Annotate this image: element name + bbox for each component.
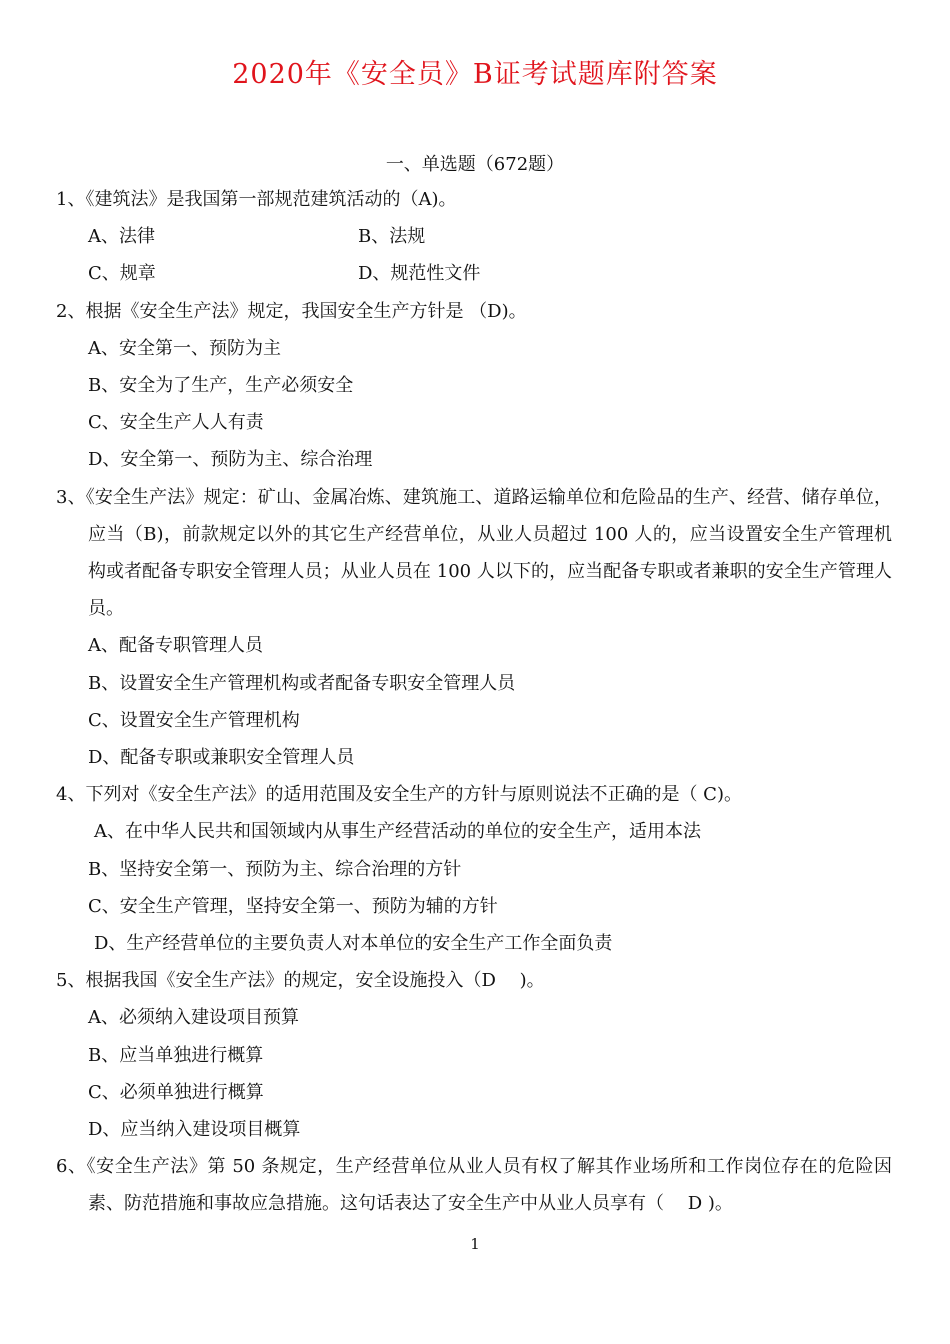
page-number: 1 xyxy=(470,1235,480,1253)
question-1-option-d: D、规范性文件 xyxy=(358,263,481,285)
question-4-option-c: C、安全生产管理，坚持安全第一、预防为辅的方针 xyxy=(88,895,498,917)
section-heading: 一、单选题（672题） xyxy=(385,154,565,175)
question-1-option-a: A、法律 xyxy=(88,226,155,248)
question-1-option-c: C、规章 xyxy=(88,263,156,285)
question-2-option-d: D、安全第一、预防为主、综合治理 xyxy=(88,449,373,471)
question-2-option-b: B、安全为了生产，生产必须安全 xyxy=(88,375,354,397)
question-4-option-d: D、生产经营单位的主要负责人对本单位的安全生产工作全面负责 xyxy=(94,933,613,955)
question-list xyxy=(56,181,892,1223)
question-1-options-row-2 xyxy=(56,255,892,292)
question-3-option-a: A、配备专职管理人员 xyxy=(88,635,263,657)
question-2-option-c: C、安全生产人人有责 xyxy=(88,412,264,434)
question-3-option-b: B、设置安全生产管理机构或者配备专职安全管理人员 xyxy=(88,672,516,694)
question-5-stem: 5、根据我国《安全生产法》的规定，安全设施投入（D )。 xyxy=(56,970,545,992)
question-5-option-c: C、必须单独进行概算 xyxy=(88,1081,264,1103)
question-3-option-d: D、配备专职或兼职安全管理人员 xyxy=(88,747,355,769)
question-3-stem: 3、《安全生产法》规定：矿山、金属冶炼、建筑施工、道路运输单位和危险品的生产、经营、储存单位，应当（B)，前款规定以外的其它生产经营单位，从业人员超过 100 人的，应当设置安全生产管理机构或者配备专职安全管理人员；从业人员在 100 人以下的，应当配备专职或者兼职的安全生产管理人员。 xyxy=(56,486,892,620)
question-1-option-b: B、法规 xyxy=(358,226,426,248)
question-3-option-c: C、设置安全生产管理机构 xyxy=(88,709,300,731)
question-2-option-a: A、安全第一、预防为主 xyxy=(88,337,281,359)
question-2-stem: 2、根据《安全生产法》规定，我国安全生产方针是 （D)。 xyxy=(56,300,527,322)
question-5-option-b: B、应当单独进行概算 xyxy=(88,1044,264,1066)
question-5-option-a: A、必须纳入建设项目预算 xyxy=(88,1007,299,1029)
question-4-stem: 4、下列对《安全生产法》的适用范围及安全生产的方针与原则说法不正确的是（ C)。 xyxy=(56,784,742,806)
question-1-options-row-1 xyxy=(56,218,892,255)
question-4-option-b: B、坚持安全第一、预防为主、综合治理的方针 xyxy=(88,858,462,880)
question-6-stem: 6、《安全生产法》第 50 条规定，生产经营单位从业人员有权了解其作业场所和工作岗位存在的危险因素、防范措施和事故应急措施。这句话表达了安全生产中从业人员享有（ D )。 xyxy=(56,1156,892,1215)
question-5-option-d: D、应当纳入建设项目概算 xyxy=(88,1119,301,1141)
question-4-option-a: A、在中华人民共和国领域内从事生产经营活动的单位的安全生产，适用本法 xyxy=(94,821,701,843)
document-title: 2020年《安全员》B证考试题库附答案 xyxy=(232,59,718,90)
question-1-stem: 1、《建筑法》是我国第一部规范建筑活动的（A)。 xyxy=(56,189,457,210)
